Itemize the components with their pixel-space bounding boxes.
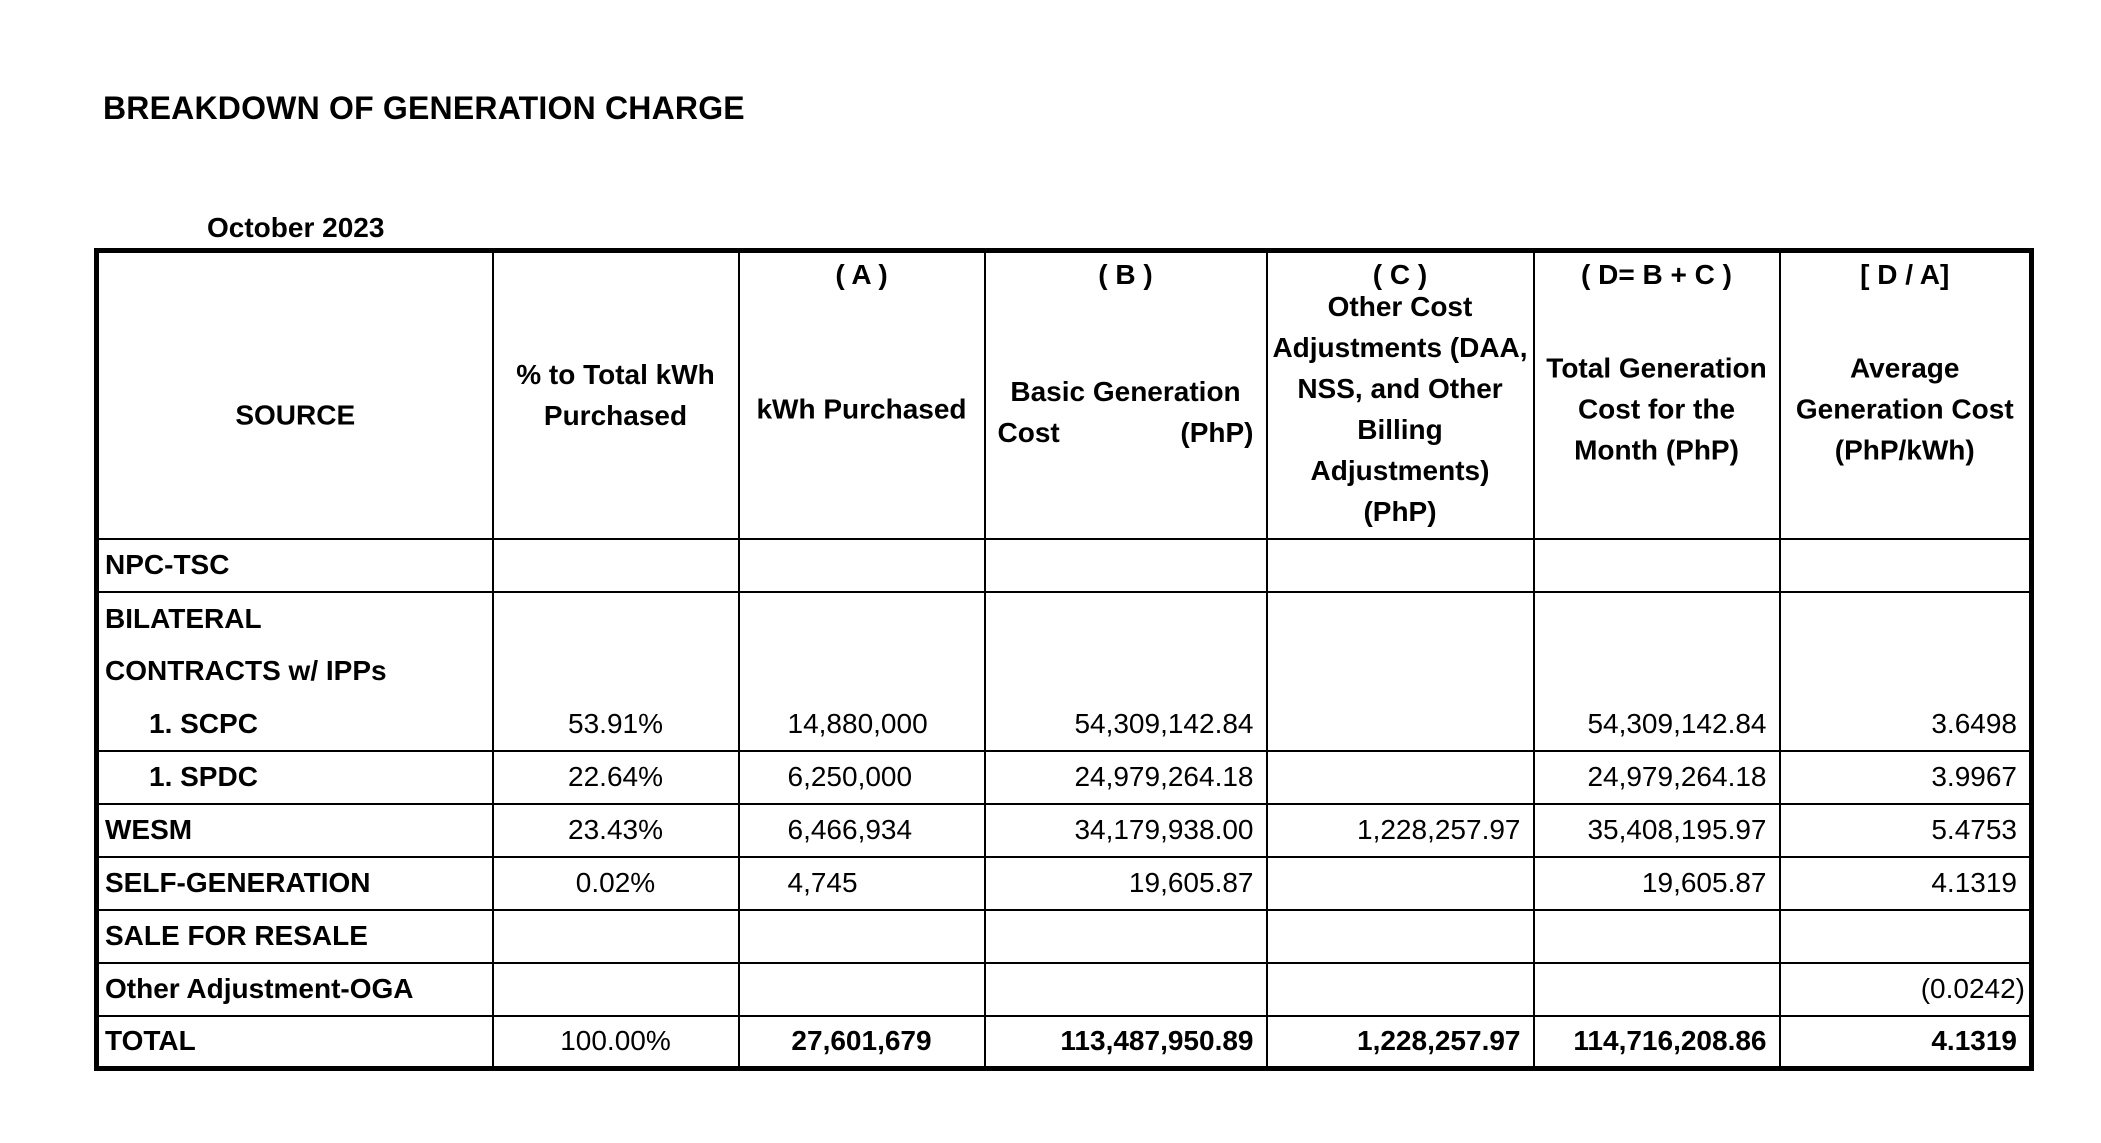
table-row-contracts (97, 645, 2032, 698)
header-row (97, 251, 2032, 539)
table-row-bilateral (97, 592, 2032, 645)
header-kwh-label: kWh Purchased (756, 393, 967, 425)
cell-basic (985, 592, 1267, 645)
cell-pct (493, 592, 739, 645)
cell-other (1267, 963, 1534, 1016)
header-avg-label: Average Generation Cost (PhP/kWh) (1795, 352, 2014, 466)
table-row-scpc (97, 698, 2032, 751)
table-row-spdc (97, 751, 2032, 804)
cell-avg: 4.1319 (1780, 1016, 2032, 1069)
header-basic-label (986, 371, 1266, 453)
cell-other: 1,228,257.97 (1267, 804, 1534, 857)
header-basic-letter: ( B ) (1098, 259, 1153, 290)
cell-kwh: 4,745 (739, 857, 985, 910)
header-kwh-letter: ( A ) (835, 259, 888, 290)
cell-total (1534, 539, 1780, 592)
cell-pct: 100.00% (493, 1016, 739, 1069)
cell-pct: 53.91% (493, 698, 739, 751)
header-total-letter: ( D= B + C ) (1581, 259, 1732, 290)
cell-total: 114,716,208.86 (1534, 1016, 1780, 1069)
row-source: WESM (97, 804, 493, 857)
header-basic-line2 (990, 412, 1262, 453)
header-kwh (739, 251, 985, 539)
cell-kwh (739, 645, 985, 698)
table-row-total (97, 1016, 2032, 1069)
table-row-resale (97, 910, 2032, 963)
header-other-label: Other Cost Adjustments (DAA, NSS, and Other Billing Adjustments) (PhP) (1272, 291, 1528, 528)
header-source (97, 251, 493, 539)
table-row-npc (97, 539, 2032, 592)
row-source: Other Adjustment-OGA (97, 963, 493, 1016)
cell-kwh: 6,466,934 (739, 804, 985, 857)
cell-pct (493, 910, 739, 963)
period-label: October 2023 (207, 212, 385, 243)
row-source: 1. SPDC (97, 751, 493, 804)
row-source: CONTRACTS w/ IPPs (97, 645, 493, 698)
cell-kwh: 27,601,679 (739, 1016, 985, 1069)
cell-basic: 54,309,142.84 (985, 698, 1267, 751)
cell-pct (493, 645, 739, 698)
cell-total (1534, 645, 1780, 698)
row-source: SALE FOR RESALE (97, 910, 493, 963)
row-source: SELF-GENERATION (97, 857, 493, 910)
header-basic-php: (PhP) (1180, 417, 1254, 449)
cell-kwh: 14,880,000 (739, 698, 985, 751)
cell-avg (1780, 539, 2032, 592)
cell-total (1534, 910, 1780, 963)
header-pct-label: % to Total kWh Purchased (516, 359, 715, 432)
cell-kwh (739, 592, 985, 645)
header-total-label: Total Generation Cost for the Month (PhP) (1546, 352, 1767, 466)
cell-basic (985, 910, 1267, 963)
cell-total (1534, 592, 1780, 645)
cell-basic (985, 963, 1267, 1016)
cell-total: 24,979,264.18 (1534, 751, 1780, 804)
cell-kwh (739, 910, 985, 963)
row-source: BILATERAL (97, 592, 493, 645)
cell-basic: 24,979,264.18 (985, 751, 1267, 804)
cell-other (1267, 751, 1534, 804)
cell-pct: 22.64% (493, 751, 739, 804)
cell-basic: 19,605.87 (985, 857, 1267, 910)
cell-other (1267, 539, 1534, 592)
cell-basic: 113,487,950.89 (985, 1016, 1267, 1069)
cell-other (1267, 645, 1534, 698)
row-source: TOTAL (97, 1016, 493, 1069)
cell-kwh: 6,250,000 (739, 751, 985, 804)
cell-avg (1780, 910, 2032, 963)
header-other (1267, 251, 1534, 539)
header-avg (1780, 251, 2032, 539)
cell-total (1534, 963, 1780, 1016)
table-row-oga (97, 963, 2032, 1016)
header-pct (493, 251, 739, 539)
table-row-wesm (97, 804, 2032, 857)
cell-pct (493, 539, 739, 592)
cell-other (1267, 592, 1534, 645)
cell-kwh (739, 963, 985, 1016)
cell-pct: 0.02% (493, 857, 739, 910)
cell-avg (1780, 592, 2032, 645)
cell-pct (493, 963, 739, 1016)
cell-other (1267, 857, 1534, 910)
generation-charge-table (94, 248, 2034, 1071)
cell-basic (985, 645, 1267, 698)
header-basic (985, 251, 1267, 539)
cell-total: 19,605.87 (1534, 857, 1780, 910)
cell-basic (985, 539, 1267, 592)
cell-pct: 23.43% (493, 804, 739, 857)
page-title: BREAKDOWN OF GENERATION CHARGE (103, 90, 745, 126)
cell-avg: 4.1319 (1780, 857, 2032, 910)
cell-avg: 3.6498 (1780, 698, 2032, 751)
row-source: 1. SCPC (97, 698, 493, 751)
cell-total: 54,309,142.84 (1534, 698, 1780, 751)
cell-avg: 5.4753 (1780, 804, 2032, 857)
header-source-label: SOURCE (235, 399, 356, 431)
cell-avg: (0.0242) (1780, 963, 2032, 1016)
cell-total: 35,408,195.97 (1534, 804, 1780, 857)
header-other-letter: ( C ) (1372, 259, 1428, 290)
header-basic-line1: Basic Generation (1010, 376, 1241, 408)
cell-other: 1,228,257.97 (1267, 1016, 1534, 1069)
cell-other (1267, 910, 1534, 963)
cell-avg: 3.9967 (1780, 751, 2032, 804)
cell-avg (1780, 645, 2032, 698)
cell-kwh (739, 539, 985, 592)
table-row-selfgen (97, 857, 2032, 910)
header-total (1534, 251, 1780, 539)
cell-basic: 34,179,938.00 (985, 804, 1267, 857)
header-avg-letter: [ D / A] (1860, 259, 1950, 290)
header-basic-cost: Cost (997, 417, 1060, 449)
cell-other (1267, 698, 1534, 751)
row-source: NPC-TSC (97, 539, 493, 592)
